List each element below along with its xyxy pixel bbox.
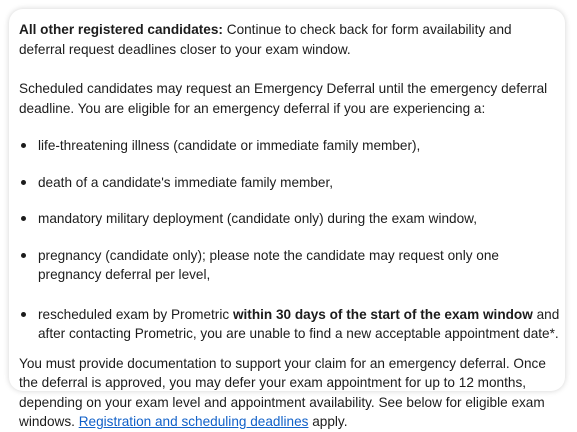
- registered-candidates-paragraph: [19, 20, 549, 59]
- content-card: [9, 9, 565, 429]
- list-item-military: mandatory military deployment (candidate only) during the exam window,: [19, 209, 556, 229]
- documentation-text: You must provide documentation to support your claim for an emergency deferral. Once the deferral is approved, you may defer your exam appointment for up to 12 months, depending on your exam level and appointment availability. See below for eligible exam windows.: [19, 355, 546, 429]
- emergency-deferral-paragraph: Scheduled candidates may request an Emergency Deferral until the emergency deferral deadline. You are eligible for an emergency deferral if you are experiencing a:: [19, 81, 548, 116]
- rescheduled-text-end: and after contacting Prometric, you are unable to find a new acceptable appointment date*.: [38, 306, 560, 341]
- rescheduled-text-start: rescheduled exam by Prometric: [38, 306, 233, 322]
- registered-candidates-heading: All other registered candidates:: [19, 22, 223, 37]
- documentation-paragraph: [19, 354, 559, 432]
- rescheduled-bold-text: within 30 days of the start of the exam window: [232, 306, 533, 322]
- list-item-pregnancy: pregnancy (candidate only); please note the candidate may request only one pregnancy deferral per level,: [19, 246, 556, 285]
- list-item-death: death of a candidate's immediate family member,: [19, 173, 556, 193]
- list-item-rescheduled: [19, 305, 568, 344]
- list-item-illness: life-threatening illness (candidate or immediate family member),: [19, 136, 556, 156]
- registration-deadlines-link[interactable]: Registration and scheduling deadlines: [78, 414, 309, 429]
- documentation-suffix: apply.: [308, 414, 348, 429]
- registered-candidates-text: Continue to check back for form availability and deferral request deadlines closer to your exam window.: [19, 22, 512, 57]
- eligibility-list: [19, 136, 565, 344]
